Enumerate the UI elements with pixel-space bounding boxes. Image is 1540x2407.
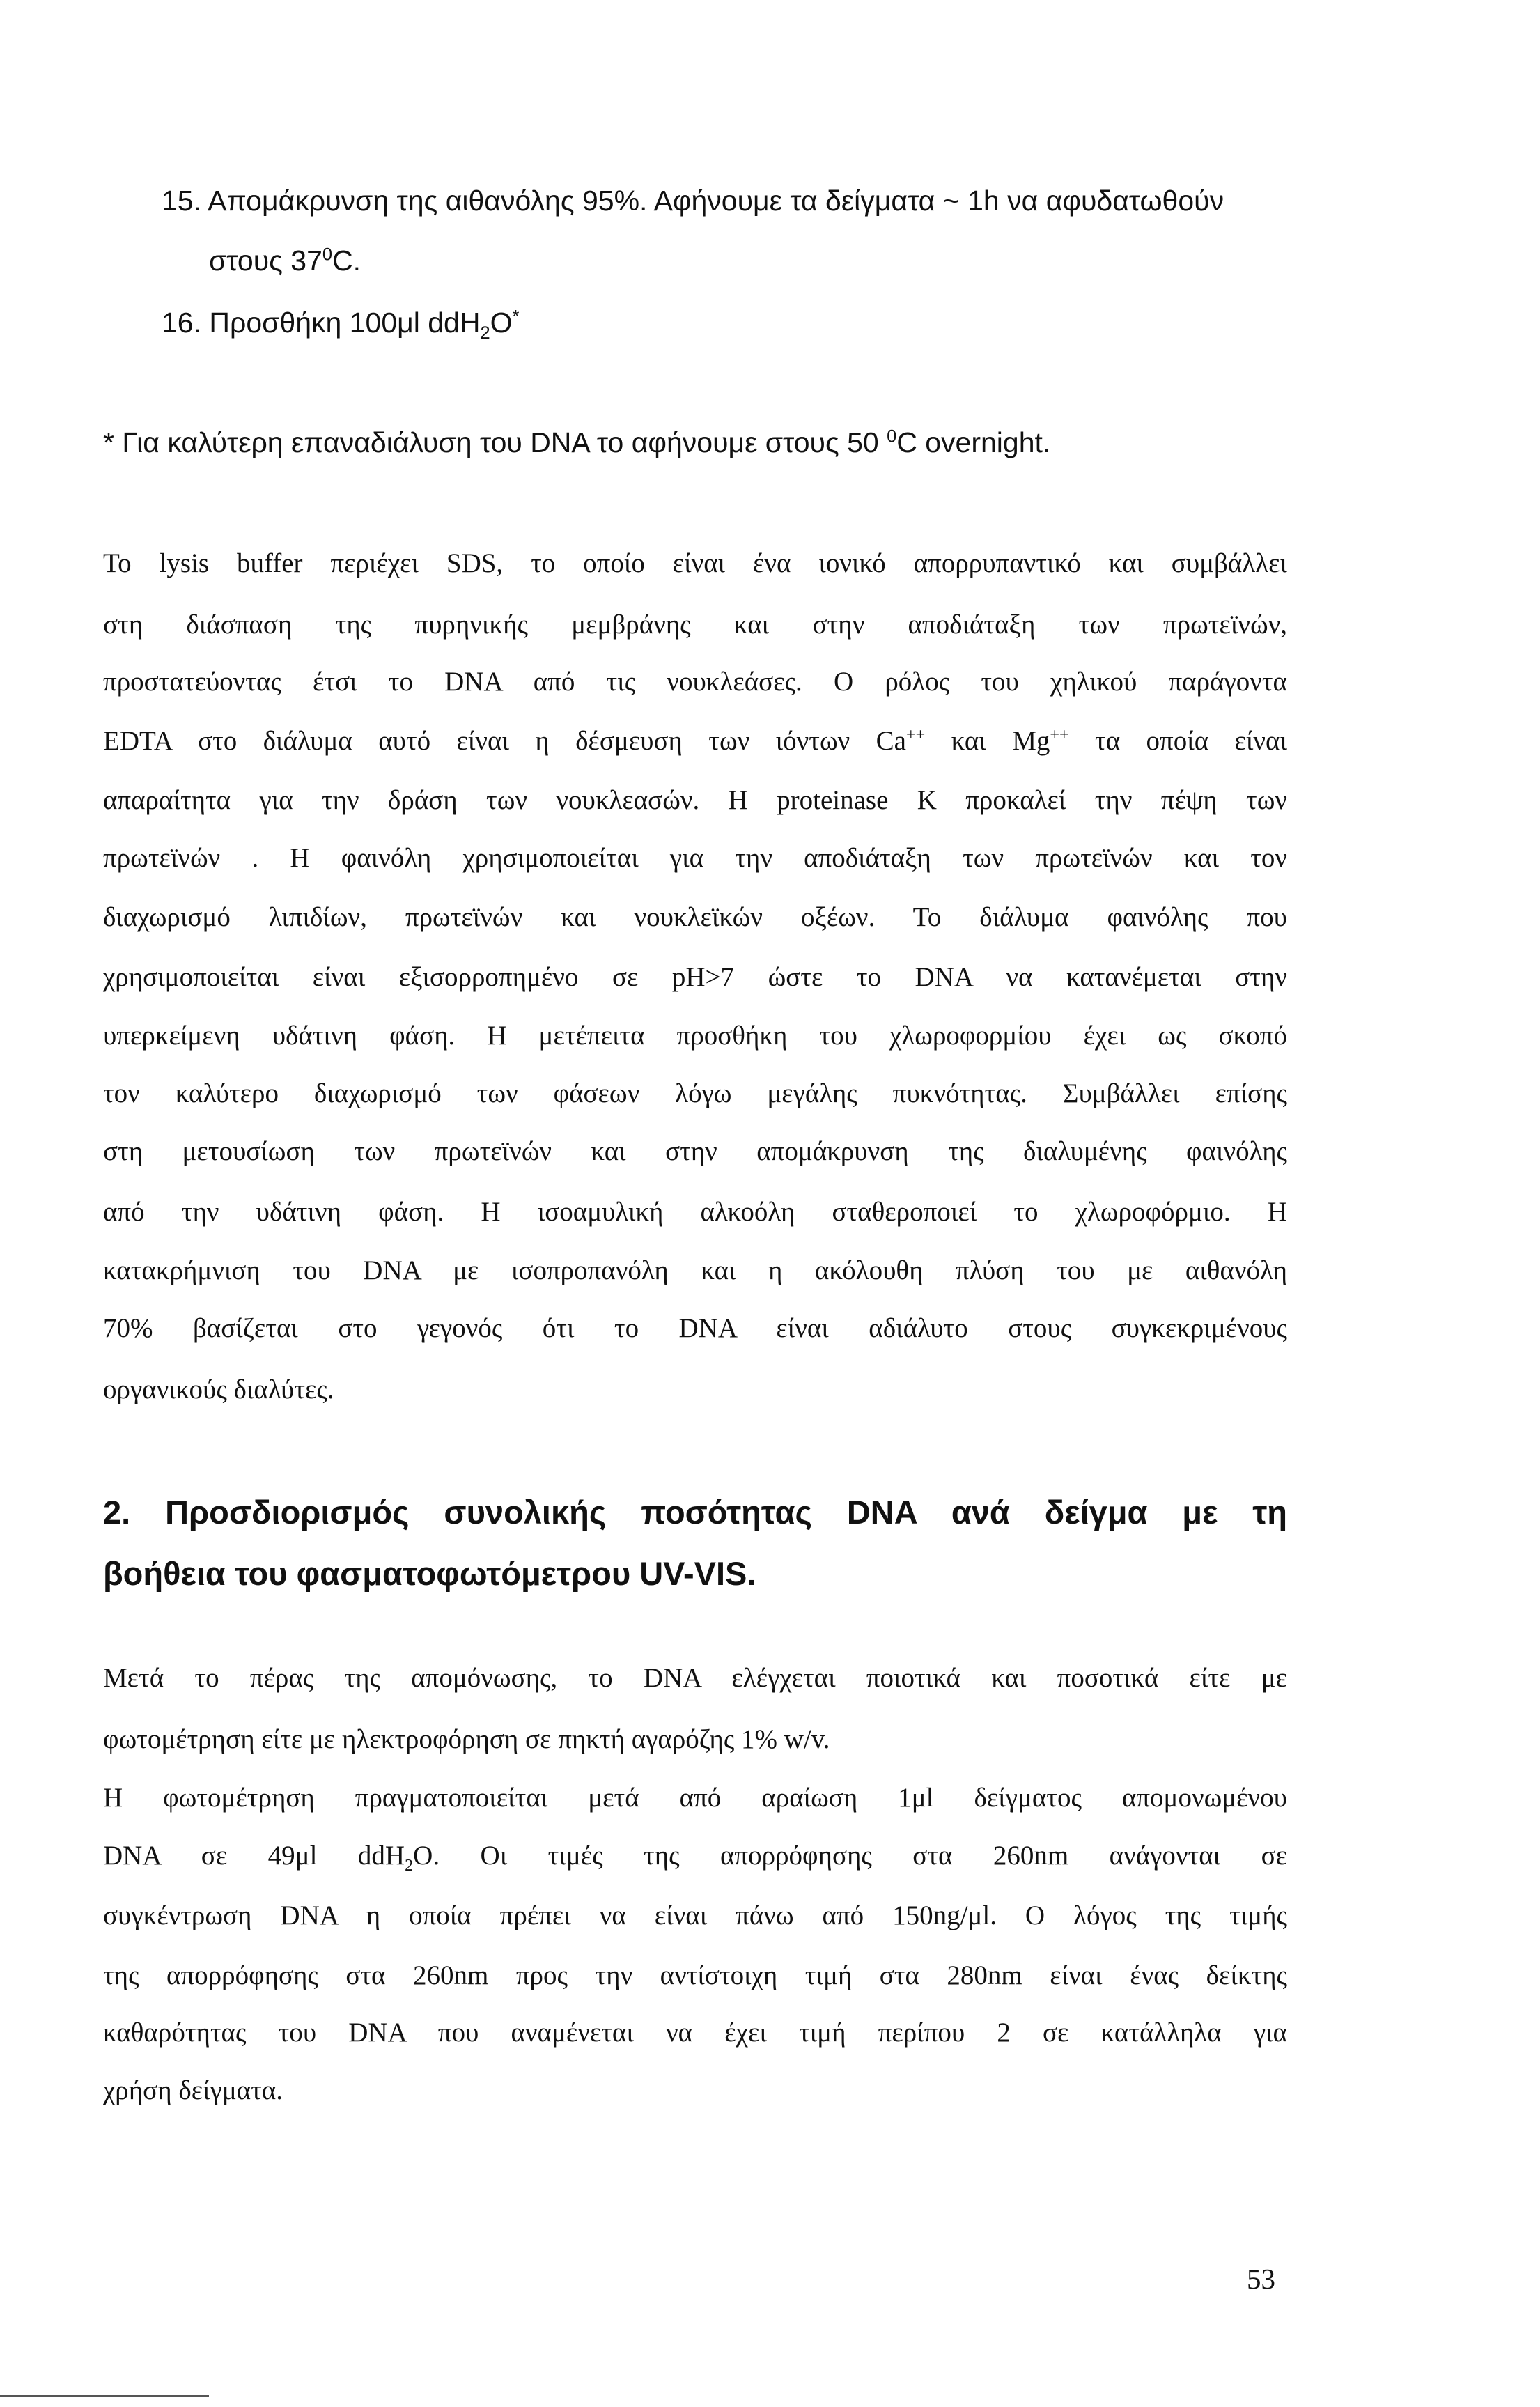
step-15-line-2 bbox=[209, 247, 361, 275]
paragraph-1-line-4 bbox=[103, 727, 1287, 754]
step-15-text: 15. Απομάκρυνση της αιθανόλης 95%. Αφήνουμε τα δείγματα ~ 1h να αφυδατωθούν bbox=[162, 185, 1224, 217]
page-number: 53 bbox=[1247, 2263, 1275, 2295]
paragraph-1-line-11: στη μετουσίωση των πρωτεϊνών και στην απομάκρυνση της διαλυμένης φαινόλης bbox=[103, 1136, 1287, 1166]
paragraph-1-line-3: προστατεύοντας έτσι το DNA από τις νουκλεάσες. Ο ρόλος του χηλικού παράγοντα bbox=[103, 667, 1287, 697]
step-16-o: O bbox=[490, 307, 513, 339]
paragraph-1-line-2: στη διάσπαση της πυρηνικής μεμβράνης και στην αποδιάταξη των πρωτεϊνών, bbox=[103, 610, 1287, 640]
paragraph-2-line-5: συγκέντρωση DNA η οποία πρέπει να είναι πάνω από 150ng/μl. Ο λόγος της τιμής bbox=[103, 1901, 1287, 1930]
edta-text-end: τα οποία είναι bbox=[1068, 726, 1287, 756]
paragraph-1-line-7: διαχωρισμό λιπιδίων, πρωτεϊνών και νουκλεϊκών οξέων. Το διάλυμα φαινόλης που bbox=[103, 902, 1287, 932]
subscript-2: 2 bbox=[405, 1855, 414, 1875]
paragraph-2-line-1: Μετά το πέρας της απομόνωσης, το DNA ελέγχεται ποιοτικά και ποσοτικά είτε με bbox=[103, 1663, 1287, 1693]
step-15-text-2: στους 37 bbox=[209, 245, 322, 277]
paragraph-2-line-8: χρήση δείγματα. bbox=[103, 2075, 283, 2105]
asterisk-superscript: * bbox=[512, 307, 520, 327]
footnote bbox=[103, 428, 1050, 457]
subscript-2: 2 bbox=[480, 323, 490, 343]
paragraph-1-line-5: απαραίτητα για την δράση των νουκλεασών. Η proteinase K προκαλεί την πέψη των bbox=[103, 785, 1287, 815]
paragraph-2-line-4 bbox=[103, 1841, 1288, 1875]
paragraph-1-line-10: τον καλύτερο διαχωρισμό των φάσεων λόγω μεγάλης πυκνότητας. Συμβάλλει επίσης bbox=[103, 1078, 1287, 1108]
step-15-line-1 bbox=[162, 187, 1224, 215]
step-16-text: 16. Προσθήκη 100μl ddH bbox=[162, 307, 481, 339]
footnote-degree: 0 bbox=[887, 426, 897, 447]
mg-charge: ++ bbox=[1050, 725, 1069, 744]
paragraph-1-line-15: οργανικούς διαλύτες. bbox=[103, 1375, 334, 1404]
paragraph-1-line-12: από την υδάτινη φάση. Η ισοαμυλική αλκοόλη σταθεροποιεί το χλωροφόρμιο. Η bbox=[103, 1197, 1287, 1227]
mg-text: και Mg bbox=[925, 726, 1050, 756]
section-heading-line-2: βοήθεια του φασματοφωτόμετρου UV-VIS. bbox=[103, 1555, 756, 1592]
dilution-text: DNA σε 49μl ddH bbox=[103, 1841, 405, 1871]
degree-superscript: 0 bbox=[322, 245, 333, 265]
section-heading-line-1: 2. Προσδιορισμός συνολικής ποσότητας DNA ανά δείγμα με τη bbox=[103, 1494, 1287, 1531]
bottom-rule bbox=[0, 2395, 209, 2397]
paragraph-1-line-8: χρησιμοποιείται είναι εξισορροπημένο σε pH>7 ώστε το DNA να κατανέμεται στην bbox=[103, 962, 1287, 992]
paragraph-2-line-7: καθαρότητας του DNA που αναμένεται να έχει τιμή περίπου 2 σε κατάλληλα για bbox=[103, 2018, 1287, 2048]
footnote-text: * Για καλύτερη επαναδιάλυση του DNA το αφήνουμε στους 50 bbox=[103, 426, 887, 458]
paragraph-1-line-9: υπερκείμενη υδάτινη φάση. Η μετέπειτα προσθήκη του χλωροφορμίου έχει ως σκοπό bbox=[103, 1021, 1287, 1051]
step-16-line bbox=[162, 307, 520, 343]
edta-text: EDTA στο διάλυμα αυτό είναι η δέσμευση των ιόντων Ca bbox=[103, 726, 906, 756]
paragraph-1-line-13: κατακρήμνιση του DNA με ισοπροπανόλη και η ακόλουθη πλύση του με αιθανόλη bbox=[103, 1255, 1287, 1285]
paragraph-2-line-3: Η φωτομέτρηση πραγματοποιείται μετά από αραίωση 1μl δείγματος απομονωμένου bbox=[103, 1783, 1287, 1813]
ca-charge: ++ bbox=[905, 725, 926, 744]
paragraph-1-line-1: Το lysis buffer περιέχει SDS, το οποίο είναι ένα ιονικό απορρυπαντικό και συμβάλλει bbox=[103, 548, 1287, 578]
paragraph-1-line-6: πρωτεϊνών . Η φαινόλη χρησιμοποιείται για την αποδιάταξη των πρωτεϊνών και τον bbox=[103, 843, 1287, 873]
step-15-unit: C. bbox=[332, 245, 361, 277]
paragraph-2-line-2: φωτομέτρηση είτε με ηλεκτροφόρηση σε πηκτή αγαρόζης 1% w/v. bbox=[103, 1724, 830, 1754]
paragraph-1-line-14: 70% βασίζεται στο γεγονός ότι το DNA είναι αδιάλυτο στους συγκεκριμένους bbox=[103, 1313, 1287, 1343]
dilution-text-end: O. Οι τιμές της απορρόφησης στα 260nm ανάγονται σε bbox=[413, 1841, 1288, 1871]
paragraph-2-line-6: της απορρόφησης στα 260nm προς την αντίστοιχη τιμή στα 280nm είναι ένας δείκτης bbox=[103, 1960, 1287, 1990]
footnote-text-end: C overnight. bbox=[896, 426, 1051, 458]
